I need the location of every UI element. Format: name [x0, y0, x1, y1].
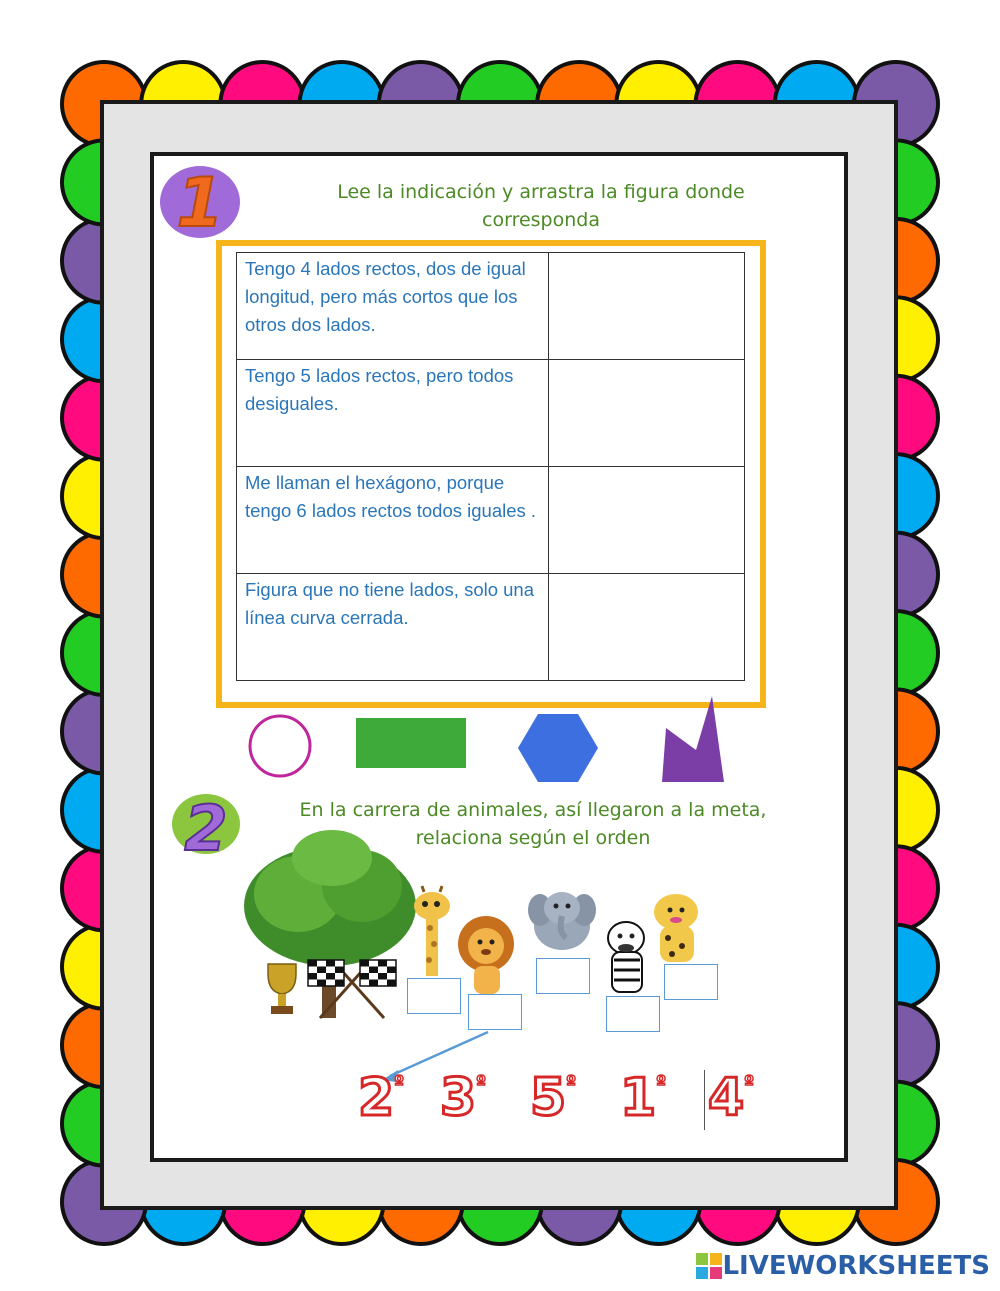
- table-row: [237, 360, 745, 467]
- number-one-badge-icon: [158, 160, 246, 242]
- clue-text: Tengo 5 lados rectos, pero todos desiguales.: [237, 360, 549, 467]
- ordinal-mark: º: [744, 1072, 755, 1093]
- ordinal-3[interactable]: [440, 1066, 487, 1130]
- clues-table: [236, 252, 745, 681]
- pentagon-shape[interactable]: [656, 692, 728, 784]
- checkered-flags-icon: [300, 956, 404, 1020]
- ordinal-number: 5: [530, 1068, 567, 1128]
- giraffe-answer-box[interactable]: [407, 978, 461, 1014]
- ordinal-mark: º: [476, 1072, 487, 1093]
- ordinal-1[interactable]: [620, 1066, 667, 1130]
- elephant-icon: [526, 882, 600, 956]
- clue-text: Tengo 4 lados rectos, dos de igual longitud, pero más cortos que los otros dos lados.: [237, 253, 549, 360]
- hexagon-shape[interactable]: [518, 712, 600, 784]
- ordinal-mark: º: [394, 1072, 405, 1093]
- section1-title: Lee la indicación y arrastra la figura donde corresponda: [337, 181, 745, 231]
- badge-number: 1: [176, 164, 224, 242]
- lion-icon: [452, 914, 524, 996]
- section2-title: En la carrera de animales, así llegaron a la meta, relaciona según el orden: [299, 799, 767, 849]
- ordinal-mark: º: [656, 1072, 667, 1093]
- lion-answer-box[interactable]: [468, 994, 522, 1030]
- liveworksheets-logo: [696, 1251, 990, 1281]
- clue-text: Me llaman el hexágono, porque tengo 6 lados rectos todos iguales .: [237, 467, 549, 574]
- ordinal-number: 2: [358, 1068, 395, 1128]
- table-row: [237, 574, 745, 681]
- table-row: [237, 253, 745, 360]
- ordinal-number: 3: [440, 1068, 477, 1128]
- ordinal-5[interactable]: [530, 1066, 577, 1130]
- zebra-answer-box[interactable]: [606, 996, 660, 1032]
- brand-text: LIVEWORKSHEETS: [722, 1251, 990, 1281]
- ordinal-mark: º: [566, 1072, 577, 1093]
- jaguar-answer-box[interactable]: [664, 964, 718, 1000]
- ordinal-2[interactable]: [358, 1066, 405, 1130]
- ordinal-number: 1: [620, 1068, 657, 1128]
- jaguar-icon: [642, 888, 708, 964]
- trophy-icon: [262, 960, 302, 1024]
- drop-slot[interactable]: [549, 360, 745, 467]
- table-row: [237, 467, 745, 574]
- drop-slot[interactable]: [549, 253, 745, 360]
- number-two-badge-icon: [168, 786, 248, 862]
- ordinal-4[interactable]: [708, 1066, 755, 1130]
- circle-shape[interactable]: [246, 712, 316, 782]
- elephant-answer-box[interactable]: [536, 958, 590, 994]
- drop-slot[interactable]: [549, 467, 745, 574]
- liveworksheets-logo-icon: [696, 1253, 722, 1279]
- clue-text: Figura que no tiene lados, solo una línea curva cerrada.: [237, 574, 549, 681]
- rectangle-shape[interactable]: [354, 716, 468, 770]
- badge-number: 2: [184, 792, 228, 862]
- drop-slot[interactable]: [549, 574, 745, 681]
- divider: [704, 1070, 705, 1130]
- ordinal-number: 4: [708, 1068, 745, 1128]
